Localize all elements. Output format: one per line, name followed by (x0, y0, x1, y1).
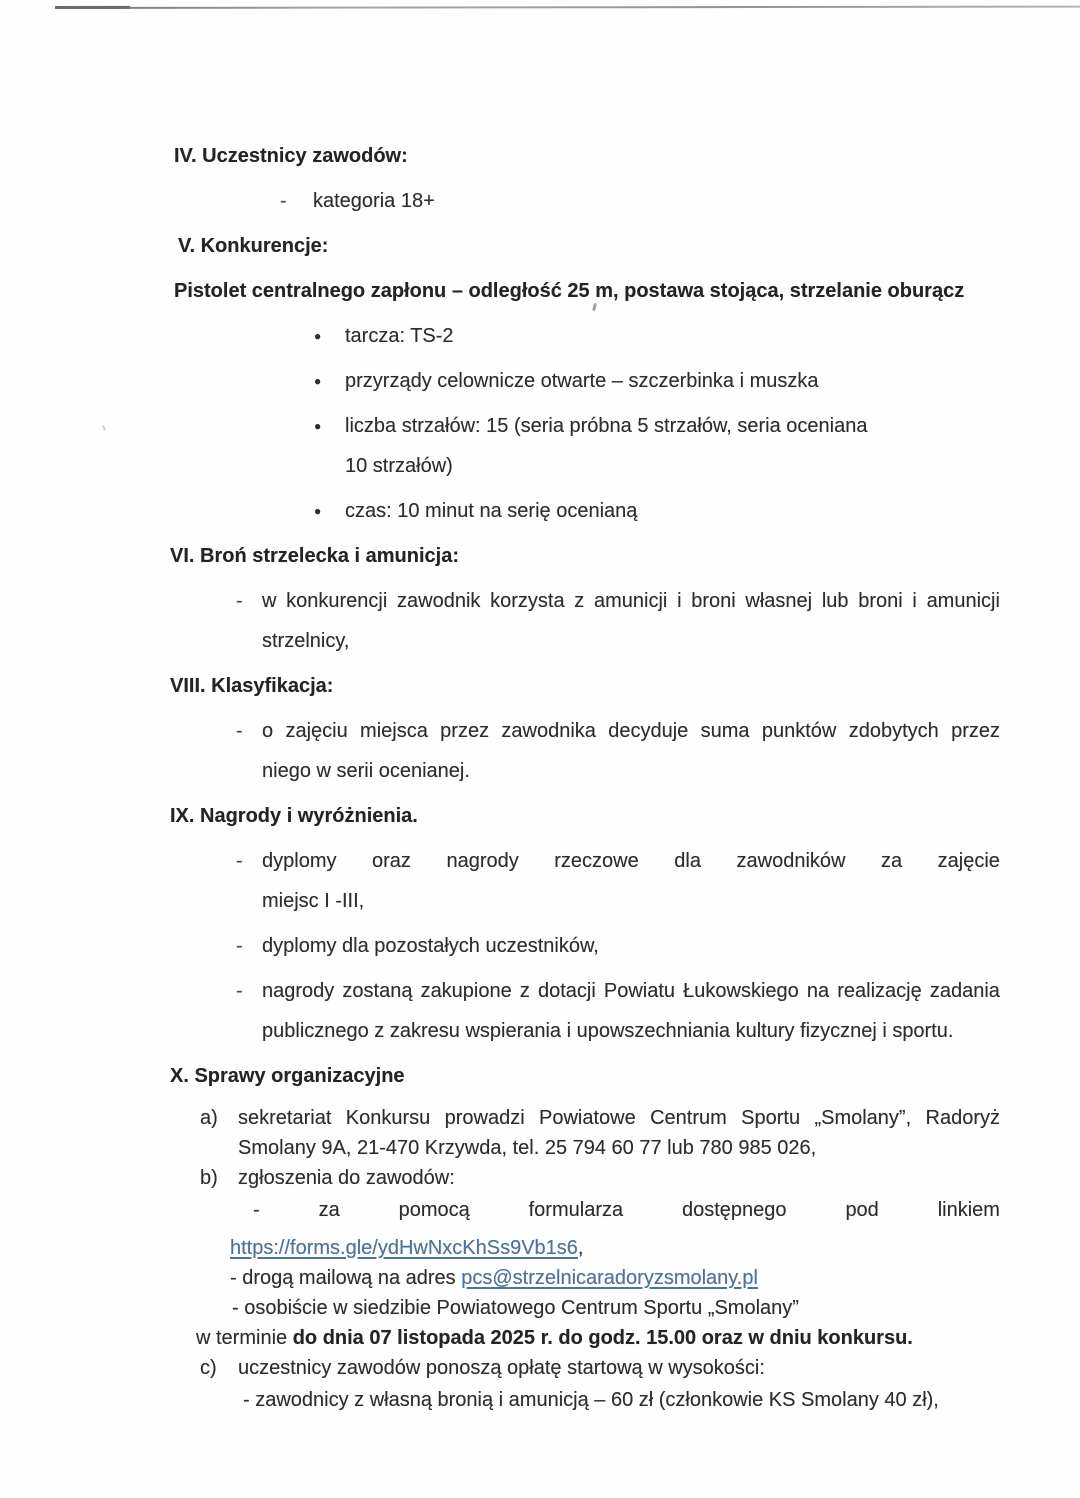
item-b-sub-link-line (170, 1233, 1000, 1263)
deadline-line (170, 1323, 1000, 1353)
list-item-kategoria (170, 181, 1000, 221)
list-item-text (262, 711, 1000, 791)
bullet-text-line1: liczba strzałów: 15 (seria próbna 5 strzałów, seria oceniana (345, 415, 868, 437)
item-b-text: zgłoszenia do zawodów: (238, 1167, 455, 1189)
scan-artifact-line (55, 6, 1080, 9)
heading-section-viii: VIII. Klasyfikacja: (170, 675, 334, 697)
bullet-icon: ● (314, 374, 322, 388)
list-item-bron (170, 581, 1000, 661)
item-a-sekretariat (170, 1103, 1000, 1133)
forms-link[interactable]: https://forms.gle/ydHwNxcKhSs9Vb1s6 (230, 1237, 578, 1259)
link-suffix-comma: , (577, 1237, 584, 1259)
dash-marker: - (236, 935, 243, 957)
document-body (170, 136, 1000, 1415)
list-item-line1: w konkurencji zawodnik korzysta z amunicji i broni własnej lub broni i amunicji (262, 590, 1000, 612)
bullet-item-czas (170, 491, 1000, 531)
item-b-sub-email (170, 1263, 1000, 1293)
heading-section-x: X. Sprawy organizacyjne (170, 1065, 405, 1087)
list-item-klasyfikacja (170, 711, 1000, 791)
item-c-text: uczestnicy zawodów ponoszą opłatę startową w wysokości: (238, 1357, 765, 1379)
bullet-item-liczba-strzalow (170, 406, 1000, 486)
dash-marker: - (280, 190, 287, 212)
subheading-pistolet: Pistolet centralnego zapłonu – odległość 25 m, postawa stojąca, strzelanie oburącz (174, 280, 965, 302)
list-item-nagrody-dotacja (170, 971, 1000, 1051)
list-item-line2: niego w serii ocenianej. (262, 760, 470, 782)
email-line-prefix: - drogą mailową na adres (230, 1267, 462, 1289)
item-label-a: a) (200, 1107, 218, 1129)
list-item-text (262, 841, 1000, 921)
bullet-text: przyrządy celownicze otwarte – szczerbinka i muszka (345, 370, 819, 392)
deadline-bold-text: do dnia 07 listopada 2025 r. do godz. 15.00 oraz w dniu konkursu. (292, 1327, 913, 1349)
bullet-icon: ● (314, 329, 322, 343)
list-item-text (262, 581, 1000, 661)
bullet-icon: ● (314, 419, 322, 433)
bullet-text-line2: 10 strzałów) (345, 455, 453, 477)
heading-section-ix: IX. Nagrody i wyróżnienia. (170, 805, 418, 827)
scan-artifact-speck (102, 425, 106, 431)
item-label-c: c) (200, 1357, 217, 1379)
item-b-sub-osobiscie: - osobiście w siedzibie Powiatowego Centrum Sportu „Smolany” (232, 1297, 799, 1319)
list-item-text: kategoria 18+ (313, 190, 435, 212)
item-a-line1: sekretariat Konkursu prowadzi Powiatowe Centrum Sportu „Smolany”, Radoryż (238, 1107, 1000, 1129)
bullet-icon: ● (314, 504, 322, 518)
list-item-dyplomy-pozostali (170, 926, 1000, 966)
item-b-zgloszenia (170, 1163, 1000, 1193)
list-item-text (262, 971, 1000, 1051)
dash-marker: - (236, 850, 243, 872)
list-item-dyplomy-nagrody (170, 841, 1000, 921)
bullet-text: czas: 10 minut na serię ocenianą (345, 500, 638, 522)
dash-marker: - (236, 980, 243, 1002)
heading-section-iv: IV. Uczestnicy zawodów: (174, 145, 408, 167)
bullet-item-tarcza (170, 316, 1000, 356)
heading-section-vi: VI. Broń strzelecka i amunicja: (170, 545, 459, 567)
item-c-sub-zawodnicy: - zawodnicy z własną bronią i amunicją – 60 zł (członkowie KS Smolany 40 zł), (243, 1389, 939, 1411)
bullet-text: tarcza: TS-2 (345, 325, 454, 347)
deadline-prefix: w terminie (196, 1327, 293, 1349)
bullet-text (345, 406, 1000, 486)
heading-section-v: V. Konkurencje: (178, 235, 329, 257)
item-a-line2: Smolany 9A, 21-470 Krzywda, tel. 25 794 60 77 lub 780 985 026, (238, 1137, 817, 1159)
item-c-oplata (170, 1353, 1000, 1383)
list-item-line1: o zajęciu miejsca przez zawodnika decyduje suma punktów zdobytych przez (262, 720, 1000, 742)
list-item-line1: dyplomy oraz nagrody rzeczowe dla zawodników za zajęcie (262, 850, 1000, 872)
list-item-line2: strzelnicy, (262, 630, 350, 652)
dash-marker: - (236, 720, 243, 742)
bullet-item-przyrzady (170, 361, 1000, 401)
item-label-b: b) (200, 1167, 218, 1189)
list-item-line2: publicznego z zakresu wspierania i upowszechniania kultury fizycznej i sportu. (262, 1020, 954, 1042)
list-item-line2: miejsc I -III, (262, 890, 365, 912)
item-b-sub-formularz: - za pomocą formularza dostępnego pod linkiem (253, 1199, 1000, 1221)
email-link[interactable]: pcs@strzelnicaradoryzsmolany.pl (461, 1267, 758, 1289)
dash-marker: - (236, 590, 243, 612)
list-item-text: dyplomy dla pozostałych uczestników, (262, 935, 599, 957)
list-item-line1: nagrody zostaną zakupione z dotacji Powiatu Łukowskiego na realizację zadania (262, 980, 1000, 1002)
